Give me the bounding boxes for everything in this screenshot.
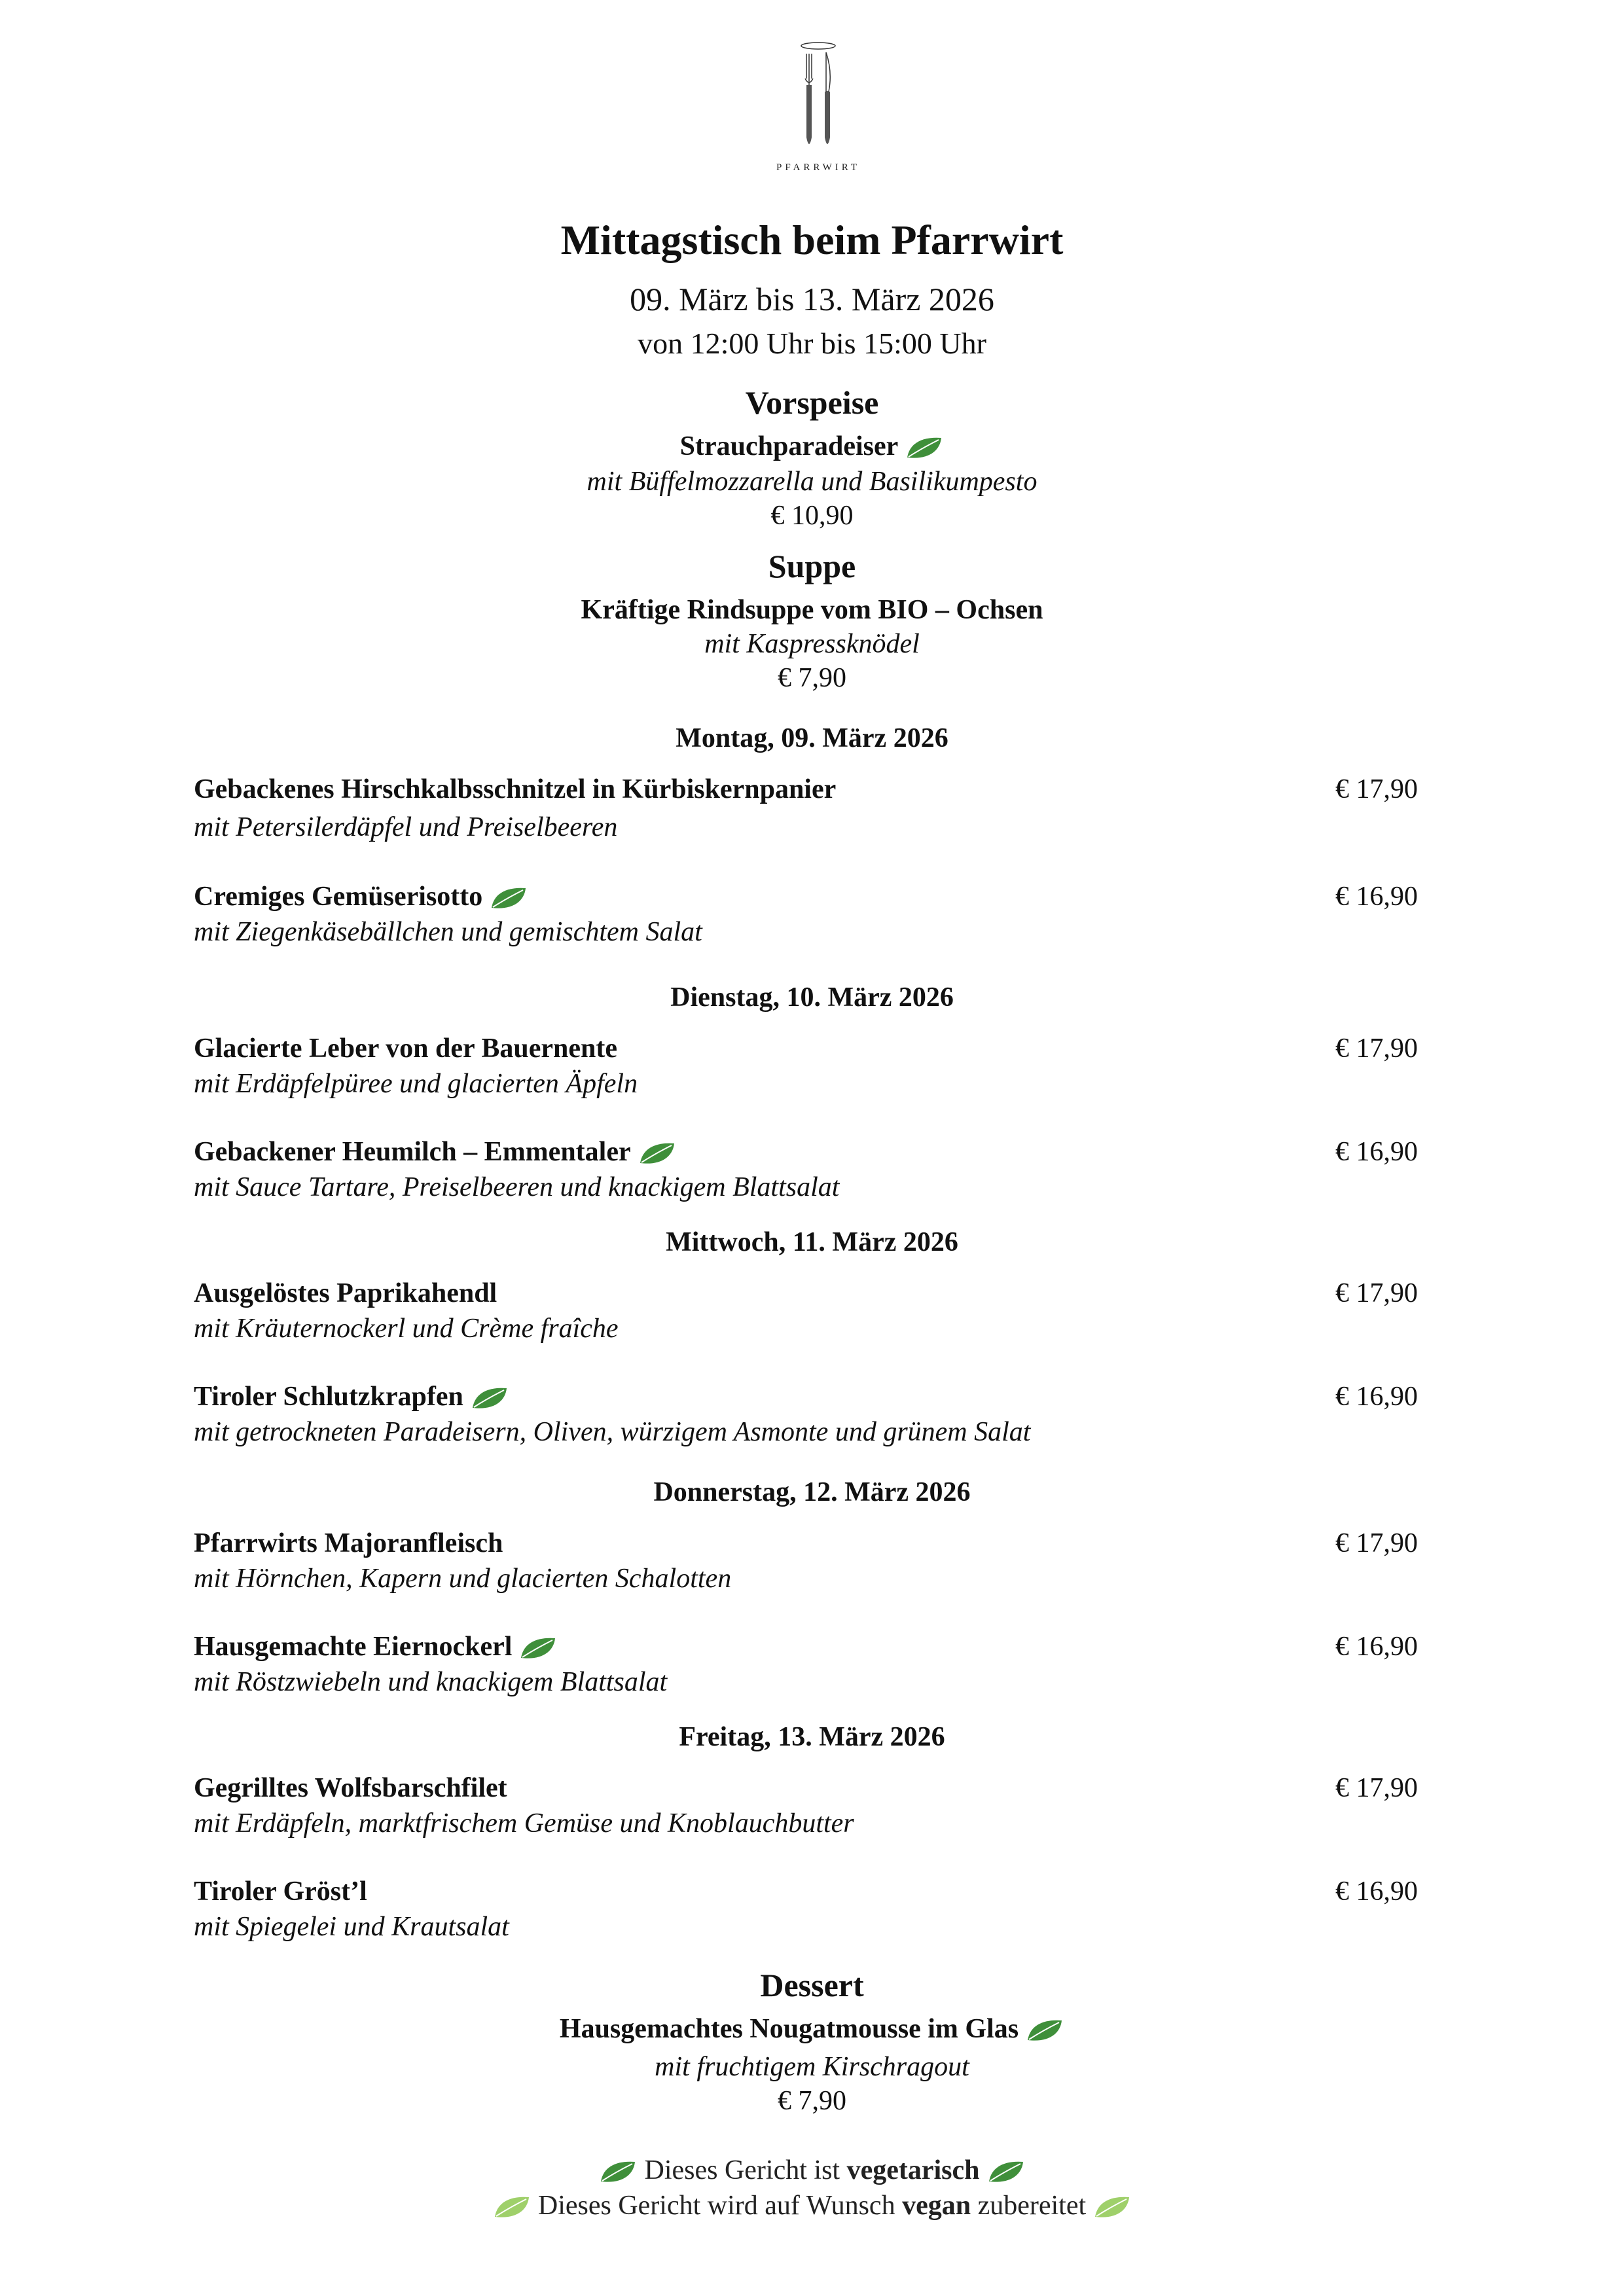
dessert-heading: Dessert	[760, 1967, 864, 2003]
soup-desc: mit Kaspressknödel	[704, 629, 920, 659]
vegan-leaf-icon	[1092, 2195, 1132, 2221]
dish-desc: mit Ziegenkäsebällchen und gemischtem Salat	[194, 917, 702, 947]
legend-vegan	[0, 2190, 1624, 2221]
starter-price: € 10,90	[770, 501, 854, 531]
dish-desc: mit Hörnchen, Kapern und glacierten Schalotten	[194, 1564, 732, 1594]
dish-price: € 17,90	[1335, 1278, 1418, 1308]
dish-desc: mit Kräuternockerl und Crème fraîche	[194, 1314, 619, 1344]
dish-name: Gegrilltes Wolfsbarschfilet	[194, 1773, 507, 1803]
legend-veg-bold: vegetarisch	[846, 2155, 980, 2185]
dessert-name: Hausgemachtes Nougatmousse im Glas	[559, 2014, 1019, 2044]
date-range: 09. März bis 13. März 2026	[630, 281, 994, 317]
legend-vegan-text: Dieses Gericht wird auf Wunsch	[537, 2191, 895, 2221]
dish-price: € 16,90	[1335, 1632, 1418, 1662]
soup-name: Kräftige Rindsuppe vom BIO – Ochsen	[581, 595, 1043, 625]
dish-name-line	[194, 1631, 558, 1662]
dish-name-line	[194, 1136, 677, 1168]
dish-name-line	[194, 881, 528, 912]
service-hours: von 12:00 Uhr bis 15:00 Uhr	[638, 327, 986, 360]
cutlery-logo-icon	[792, 39, 844, 157]
dish-desc: mit Petersilerdäpfel und Preiselbeeren	[194, 812, 618, 842]
dish-name: Gebackenes Hirschkalbsschnitzel in Kürbiskernpanier	[194, 774, 837, 804]
soup-price: € 7,90	[778, 663, 846, 693]
dish-price: € 16,90	[1335, 1137, 1418, 1167]
vegetarian-leaf-icon	[638, 1141, 677, 1167]
logo-text: PFARRWIRT	[776, 162, 860, 173]
dessert-desc: mit fruchtigem Kirschragout	[655, 2052, 969, 2082]
vegetarian-leaf-icon	[905, 435, 944, 461]
legend-vegetarian	[0, 2155, 1624, 2186]
dish-price: € 17,90	[1335, 1773, 1418, 1803]
dish-name: Glacierte Leber von der Bauernente	[194, 1033, 617, 1064]
starter-name-line	[0, 431, 1624, 462]
dish-desc: mit Erdäpfeln, marktfrischem Gemüse und Knoblauchbutter	[194, 1808, 854, 1839]
dish-name: Gebackener Heumilch – Emmentaler	[194, 1137, 631, 1167]
dish-name: Pfarrwirts Majoranfleisch	[194, 1528, 503, 1558]
vegetarian-leaf-icon	[518, 1636, 558, 1662]
vegetarian-leaf-icon	[1025, 2018, 1064, 2044]
dish-price: € 16,90	[1335, 1876, 1418, 1907]
dish-name: Hausgemachte Eiernockerl	[194, 1632, 513, 1662]
legend-vegan-post: zubereitet	[977, 2191, 1087, 2221]
vegetarian-leaf-icon	[470, 1386, 509, 1412]
dessert-price: € 7,90	[778, 2086, 846, 2116]
dish-price: € 17,90	[1335, 774, 1418, 804]
dish-name-line	[194, 1381, 509, 1412]
soup-heading: Suppe	[768, 548, 856, 584]
page-title: Mittagstisch beim Pfarrwirt	[560, 217, 1064, 263]
dish-name: Tiroler Gröst’l	[194, 1876, 367, 1907]
dish-desc: mit Spiegelei und Krautsalat	[194, 1912, 509, 1942]
pfarrwirt-logo	[769, 39, 867, 190]
dish-name: Cremiges Gemüserisotto	[194, 882, 483, 912]
dish-desc: mit Röstzwiebeln und knackigem Blattsalat	[194, 1667, 668, 1697]
day-heading-monday: Montag, 09. März 2026	[676, 723, 948, 753]
starter-heading: Vorspeise	[745, 384, 879, 421]
vegetarian-leaf-icon	[598, 2159, 638, 2185]
dish-name: Tiroler Schlutzkrapfen	[194, 1382, 463, 1412]
dessert-name-line	[0, 2013, 1624, 2045]
day-heading-thursday: Donnerstag, 12. März 2026	[653, 1477, 971, 1507]
day-heading-tuesday: Dienstag, 10. März 2026	[670, 982, 954, 1013]
legend-vegan-bold: vegan	[902, 2191, 971, 2221]
day-heading-wednesday: Mittwoch, 11. März 2026	[666, 1227, 958, 1257]
day-heading-friday: Freitag, 13. März 2026	[679, 1722, 945, 1752]
dish-name: Ausgelöstes Paprikahendl	[194, 1278, 497, 1308]
dish-desc: mit getrockneten Paradeisern, Oliven, würzigem Asmonte und grünem Salat	[194, 1417, 1031, 1447]
starter-name: Strauchparadeiser	[679, 431, 899, 461]
starter-desc: mit Büffelmozzarella und Basilikumpesto	[586, 467, 1038, 497]
dish-price: € 16,90	[1335, 1382, 1418, 1412]
dish-desc: mit Sauce Tartare, Preiselbeeren und knackigem Blattsalat	[194, 1172, 840, 1202]
vegetarian-leaf-icon	[489, 886, 528, 912]
legend-veg-text: Dieses Gericht ist	[644, 2155, 840, 2185]
vegetarian-leaf-icon	[986, 2159, 1026, 2185]
dish-price: € 16,90	[1335, 882, 1418, 912]
dish-price: € 17,90	[1335, 1528, 1418, 1558]
vegan-leaf-icon	[492, 2195, 532, 2221]
dish-desc: mit Erdäpfelpüree und glacierten Äpfeln	[194, 1069, 638, 1099]
dish-price: € 17,90	[1335, 1033, 1418, 1064]
